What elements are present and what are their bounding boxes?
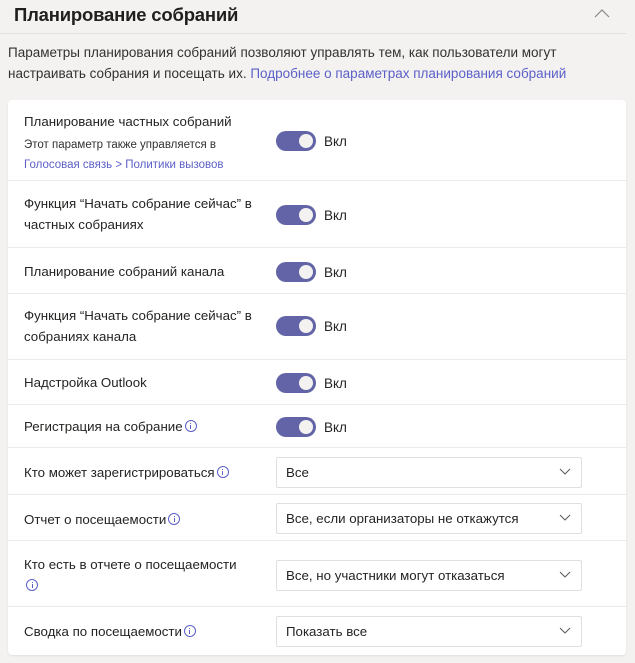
setting-label: Планирование частных собраний <box>24 114 232 129</box>
learn-more-link[interactable]: Подробнее о параметрах планирования собраний <box>250 66 567 81</box>
setting-label-wrap <box>24 462 264 483</box>
info-icon[interactable] <box>168 513 180 525</box>
setting-label: Надстройка Outlook <box>24 375 147 390</box>
setting-row-meet-now-channel <box>8 294 626 360</box>
setting-label: Кто есть в отчете о посещаемости <box>24 557 237 572</box>
toggle-knob <box>299 420 313 434</box>
dropdown-value: Показать все <box>286 624 368 639</box>
outlook-addin-toggle[interactable] <box>276 373 347 393</box>
chevron-down-icon <box>559 468 571 476</box>
description-text: Параметры планирования собраний позволяют управлять тем, как пользователи могут настраивать собрания и посещать их. <box>8 45 557 81</box>
setting-label: Сводка по посещаемости <box>24 624 182 639</box>
toggle-state: Вкл <box>324 133 347 149</box>
info-icon[interactable] <box>26 579 38 591</box>
setting-row-attendance-report <box>8 495 626 541</box>
toggle-switch[interactable] <box>276 262 316 282</box>
section-header <box>0 0 635 42</box>
setting-label-wrap <box>24 621 264 642</box>
setting-row-meeting-registration <box>8 405 626 448</box>
toggle-knob <box>299 134 313 148</box>
section-title: Планирование собраний <box>14 4 239 25</box>
setting-row-private-meeting-scheduling <box>8 100 626 181</box>
who-in-attendance-report-dropdown[interactable] <box>276 560 582 591</box>
setting-row-who-in-attendance-report <box>8 541 626 607</box>
toggle-state: Вкл <box>324 207 347 223</box>
setting-label: Планирование собраний канала <box>24 264 225 279</box>
setting-label-wrap <box>24 554 264 596</box>
toggle-switch[interactable] <box>276 131 316 151</box>
channel-meeting-scheduling-toggle[interactable] <box>276 262 347 282</box>
chevron-up-icon[interactable] <box>594 7 610 19</box>
section-description <box>8 42 623 84</box>
toggle-state: Вкл <box>324 375 347 391</box>
setting-label: Отчет о посещаемости <box>24 512 167 527</box>
attendance-report-dropdown[interactable] <box>276 503 582 534</box>
info-icon[interactable] <box>185 420 197 432</box>
toggle-switch[interactable] <box>276 417 316 437</box>
setting-row-outlook-addin <box>8 360 626 405</box>
setting-label-wrap <box>24 509 264 530</box>
attendance-summary-dropdown[interactable] <box>276 616 582 647</box>
dropdown-value: Все, если организаторы не откажутся <box>286 511 519 526</box>
setting-row-channel-meeting-scheduling <box>8 248 626 294</box>
toggle-knob <box>299 208 313 222</box>
meet-now-private-toggle[interactable] <box>276 205 347 225</box>
toggle-switch[interactable] <box>276 316 316 336</box>
voice-calling-policies-link[interactable]: Голосовая связь > Политики вызовов <box>24 159 224 171</box>
settings-card <box>8 100 626 655</box>
who-can-register-dropdown[interactable] <box>276 457 582 488</box>
toggle-knob <box>299 376 313 390</box>
toggle-knob <box>299 319 313 333</box>
setting-row-attendance-summary <box>8 607 626 655</box>
toggle-switch[interactable] <box>276 205 316 225</box>
dropdown-value: Все, но участники могут отказаться <box>286 568 505 583</box>
private-meeting-scheduling-toggle[interactable] <box>276 131 347 151</box>
setting-label-wrap <box>24 416 264 437</box>
info-icon[interactable] <box>217 466 229 478</box>
setting-row-who-can-register <box>8 448 626 495</box>
setting-sublabel: Этот параметр также управляется в <box>24 139 217 151</box>
meet-now-channel-toggle[interactable] <box>276 316 347 336</box>
setting-row-meet-now-private <box>8 181 626 248</box>
toggle-state: Вкл <box>324 318 347 334</box>
toggle-state: Вкл <box>324 264 347 280</box>
setting-label: Кто может зарегистрироваться <box>24 465 215 480</box>
chevron-down-icon <box>559 571 571 579</box>
header-divider <box>0 33 626 34</box>
setting-label: Функция “Начать собрание сейчас” в собраниях канала <box>24 308 252 344</box>
toggle-knob <box>299 265 313 279</box>
meeting-registration-toggle[interactable] <box>276 417 347 437</box>
dropdown-value: Все <box>286 465 309 480</box>
chevron-down-icon <box>559 514 571 522</box>
setting-label: Регистрация на собрание <box>24 419 183 434</box>
toggle-switch[interactable] <box>276 373 316 393</box>
chevron-down-icon <box>559 627 571 635</box>
setting-label: Функция “Начать собрание сейчас” в частных собраниях <box>24 196 252 232</box>
toggle-state: Вкл <box>324 419 347 435</box>
info-icon[interactable] <box>184 625 196 637</box>
